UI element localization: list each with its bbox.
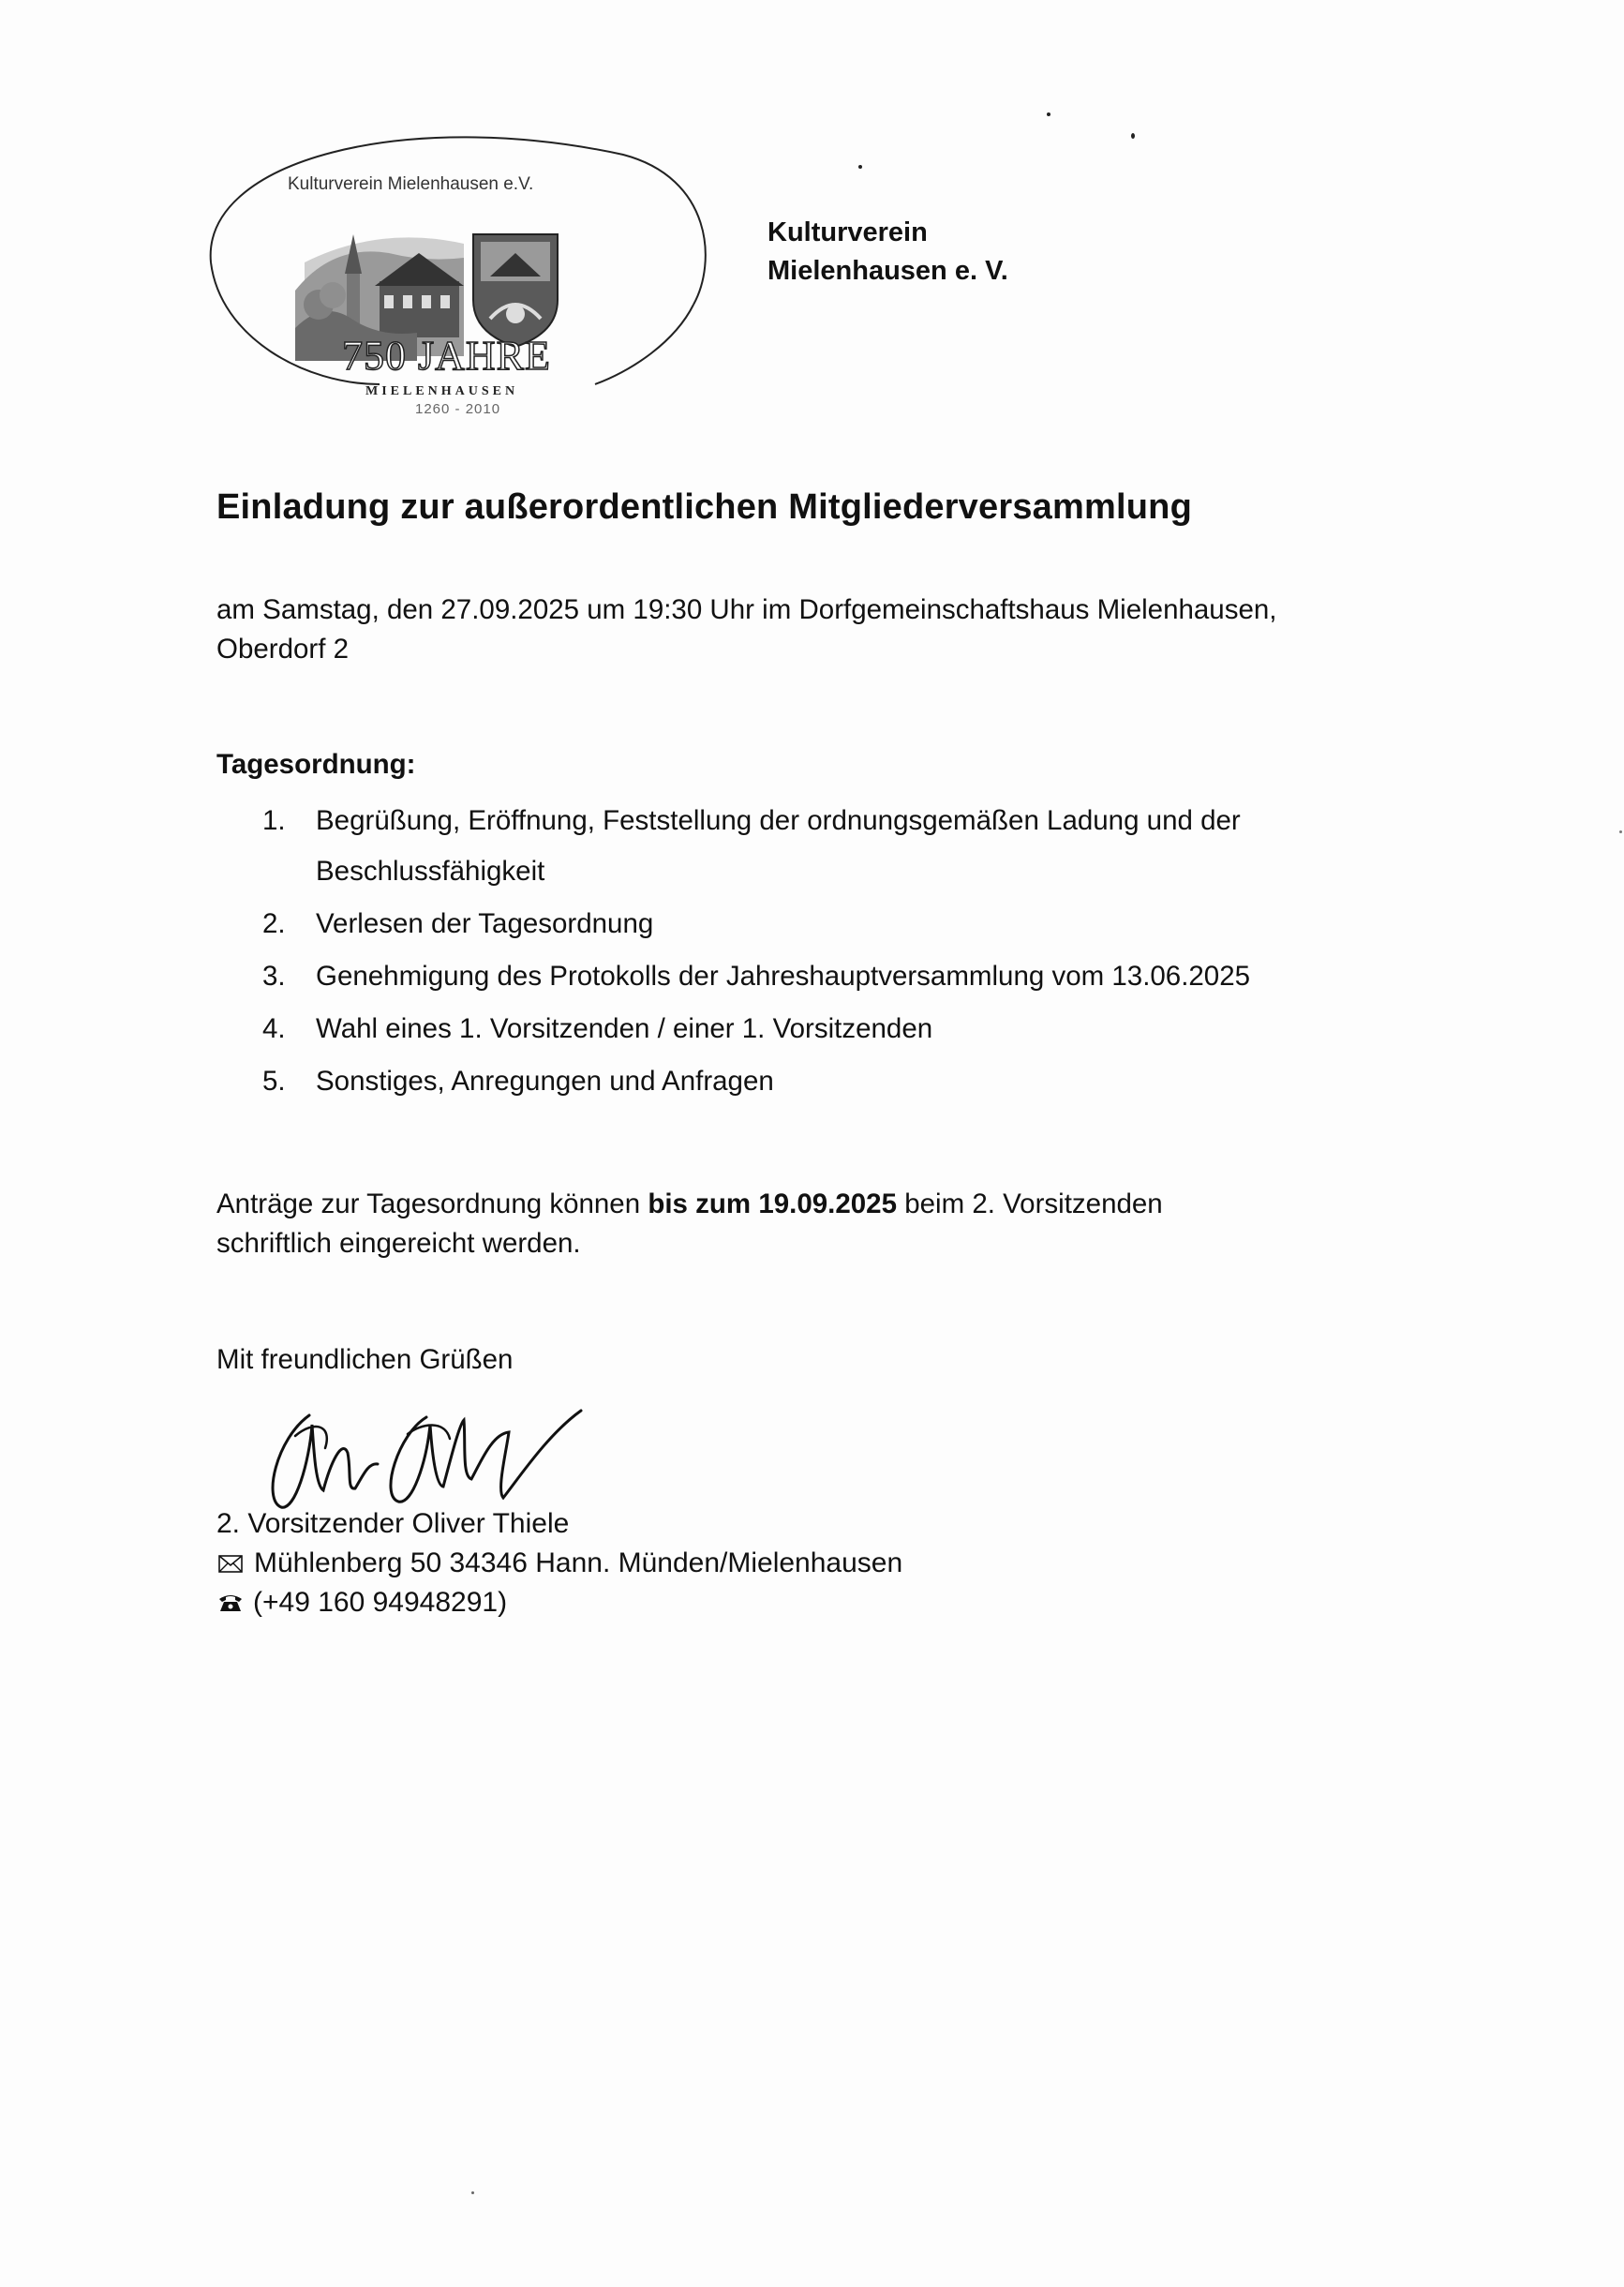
sender-address-row: [216, 1544, 902, 1583]
sender-address: Mühlenberg 50 34346 Hann. Münden/Mielenhausen: [254, 1547, 903, 1578]
letterhead-org: [767, 214, 1008, 291]
scan-speck: [858, 165, 862, 169]
scan-speck: [1047, 112, 1050, 116]
agenda-item: [262, 957, 1250, 996]
logo-arc-text: Kulturverein Mielenhausen e.V.: [288, 174, 534, 194]
agenda-item-text-continued: Beschlussfähigkeit: [316, 856, 545, 887]
scan-speck: [1131, 133, 1135, 139]
agenda-item: [262, 1009, 1250, 1049]
agenda-heading: Tagesordnung:: [216, 749, 416, 780]
requests-text: Anträge zur Tagesordnung können: [216, 1188, 648, 1219]
sender-phone-row: [216, 1583, 902, 1622]
requests-paragraph: [216, 1185, 1163, 1263]
agenda-item-number: 4.: [262, 1013, 286, 1044]
envelope-icon: [218, 1555, 243, 1573]
handwritten-signature: [258, 1397, 633, 1518]
scan-speck: [471, 2191, 474, 2194]
agenda-item: [262, 1062, 1250, 1101]
scan-speck: [1619, 830, 1622, 833]
meeting-details-line1: am Samstag, den 27.09.2025 um 19:30 Uhr im Dorfgemeinschaftshaus Mielenhausen,: [216, 594, 1277, 625]
requests-line1: [216, 1185, 1163, 1224]
logo-place: MIELENHAUSEN: [365, 384, 519, 398]
agenda-item-number: 3.: [262, 961, 286, 992]
requests-deadline: bis zum 19.09.2025: [648, 1188, 897, 1219]
logo-anniversary: 750 JAHRE: [342, 333, 551, 379]
sender-phone: (+49 160 94948291): [253, 1587, 508, 1618]
club-logo: [192, 103, 717, 431]
requests-line2: schriftlich eingereicht werden.: [216, 1228, 581, 1259]
agenda-item-text: Genehmigung des Protokolls der Jahreshauptversammlung vom 13.06.2025: [316, 961, 1251, 992]
org-name-line1: Kulturverein: [767, 217, 928, 247]
agenda-item-text: Wahl eines 1. Vorsitzenden / einer 1. Vorsitzenden: [316, 1013, 933, 1044]
sender-block: [216, 1504, 902, 1622]
agenda-item-number: 1.: [262, 805, 286, 836]
agenda-list: [262, 801, 1250, 1114]
requests-text: beim 2. Vorsitzenden: [897, 1188, 1163, 1219]
agenda-item-number: 5.: [262, 1066, 286, 1097]
agenda-item-text: Sonstiges, Anregungen und Anfragen: [316, 1066, 774, 1097]
sender-name: 2. Vorsitzender Oliver Thiele: [216, 1508, 570, 1539]
telephone-icon: [217, 1592, 244, 1613]
agenda-item: [262, 801, 1250, 891]
agenda-item: [262, 904, 1250, 944]
logo-years: 1260 - 2010: [415, 401, 501, 417]
sender-name-row: [216, 1504, 902, 1544]
closing-greeting: Mit freundlichen Grüßen: [216, 1344, 514, 1375]
agenda-item-text: Begrüßung, Eröffnung, Feststellung der ordnungsgemäßen Ladung und der: [316, 805, 1241, 836]
agenda-item-text: Verlesen der Tagesordnung: [316, 908, 654, 939]
document-title: Einladung zur außerordentlichen Mitgliederversammlung: [216, 487, 1192, 527]
agenda-item-number: 2.: [262, 908, 286, 939]
meeting-details: [216, 590, 1435, 669]
meeting-details-line2: Oberdorf 2: [216, 634, 350, 665]
org-name-line2: Mielenhausen e. V.: [767, 256, 1008, 286]
